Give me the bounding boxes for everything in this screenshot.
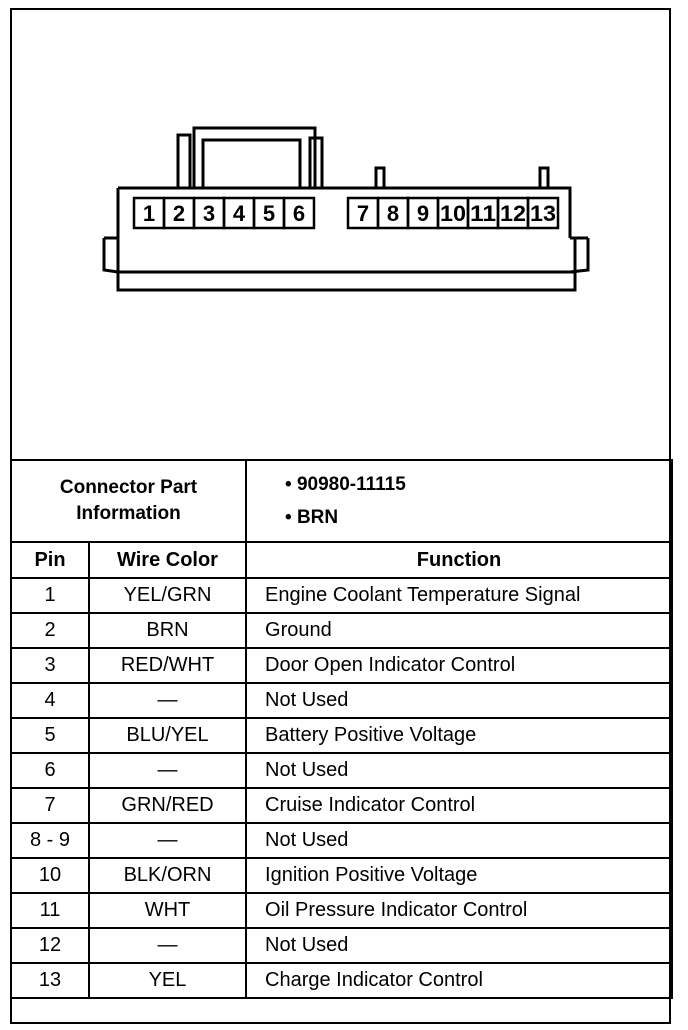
function-cell: Not Used [246,753,672,788]
header-row [11,542,672,578]
pin-number-label: 2 [172,201,186,226]
latch-inner [203,140,300,188]
header-pin: Pin [11,542,89,578]
pin-cell: 1 [11,578,89,613]
function-cell: Charge Indicator Control [246,963,672,998]
part-info-label: Connector Part Information [11,460,246,542]
pinout-table [10,459,673,999]
function-cell: Not Used [246,823,672,858]
pin-number-label: 12 [500,201,526,226]
wire-color-cell: YEL [89,963,246,998]
wire-color-cell: — [89,823,246,858]
pin-number-label: 1 [142,201,156,226]
table-row [11,753,672,788]
wire-color-cell: — [89,683,246,718]
part-color: • BRN [285,507,339,528]
pin-cell: 12 [11,928,89,963]
function-cell: Door Open Indicator Control [246,648,672,683]
flange-right [570,238,588,272]
part-info-row [11,460,672,542]
table-row [11,648,672,683]
table-row [11,823,672,858]
pin-number-label: 13 [530,201,556,226]
header-function: Function [246,542,672,578]
pin-cell: 4 [11,683,89,718]
function-cell: Oil Pressure Indicator Control [246,893,672,928]
table-row [11,963,672,998]
pin-number-label: 7 [356,201,370,226]
part-info-values [246,460,672,542]
header-wire-color: Wire Color [89,542,246,578]
tab-left [376,168,384,188]
table-row [11,718,672,753]
pin-number-label: 11 [470,201,496,226]
table-row [11,893,672,928]
pin-cell: 8 - 9 [11,823,89,858]
pin-number-label: 4 [232,201,246,226]
tab-right [540,168,548,188]
wire-color-cell: — [89,928,246,963]
pin-number-label: 3 [202,201,216,226]
function-cell: Battery Positive Voltage [246,718,672,753]
function-cell: Ground [246,613,672,648]
function-cell: Ignition Positive Voltage [246,858,672,893]
wire-color-cell: BLK/ORN [89,858,246,893]
wire-color-cell: RED/WHT [89,648,246,683]
function-cell: Not Used [246,928,672,963]
table-row [11,928,672,963]
pin-cell: 6 [11,753,89,788]
pin-cell: 3 [11,648,89,683]
pin-number-label: 6 [292,201,306,226]
pin-cell: 2 [11,613,89,648]
latch-frame [194,128,315,188]
wire-color-cell: — [89,753,246,788]
part-number: • 90980-11115 [285,474,406,495]
pin-number-label: 5 [262,201,276,226]
pin-cell: 5 [11,718,89,753]
table-row [11,788,672,823]
wire-color-cell: WHT [89,893,246,928]
pin-number-label: 9 [416,201,430,226]
table-row [11,613,672,648]
wire-color-cell: GRN/RED [89,788,246,823]
body-lower [118,238,575,290]
pin-cell: 7 [11,788,89,823]
function-cell: Not Used [246,683,672,718]
pin-number-label: 10 [440,201,466,226]
wire-color-cell: YEL/GRN [89,578,246,613]
latch-left-post [178,135,190,188]
function-cell: Engine Coolant Temperature Signal [246,578,672,613]
pin-cell: 11 [11,893,89,928]
pin-cell: 13 [11,963,89,998]
table-row [11,858,672,893]
table-row [11,683,672,718]
flange-left [104,238,118,272]
wire-color-cell: BLU/YEL [89,718,246,753]
function-cell: Cruise Indicator Control [246,788,672,823]
pin-cell: 10 [11,858,89,893]
connector-diagram [0,0,688,460]
pin-number-label: 8 [386,201,400,226]
table-row [11,578,672,613]
pin-box-group [134,198,558,228]
wire-color-cell: BRN [89,613,246,648]
